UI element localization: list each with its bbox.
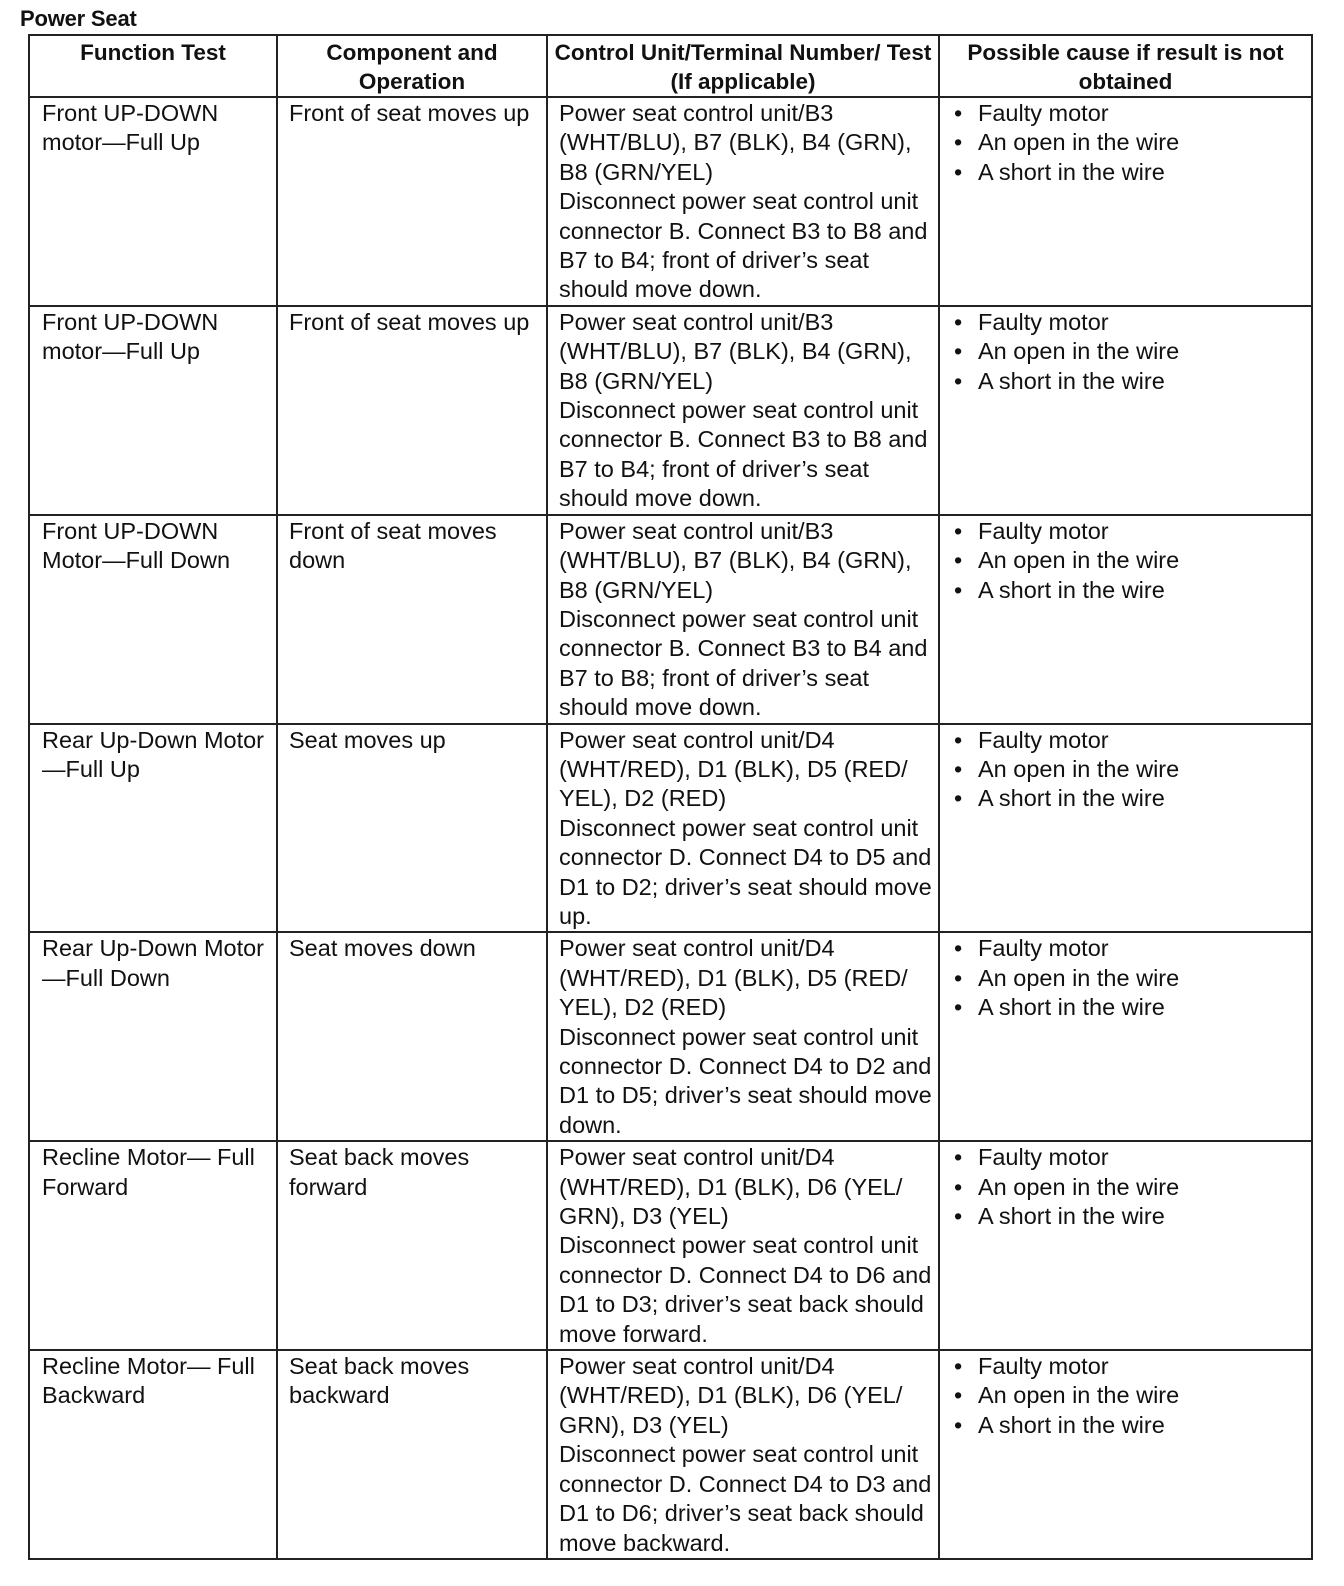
bullet-icon: • [954,935,963,962]
cause-list [954,934,1305,1022]
test-text: Disconnect power seat control unit connector D. Connect D4 to D2 and D1 to D5; driver’s seat should move down. [559,1023,932,1138]
test-text: Disconnect power seat control unit connector B. Connect B3 to B4 and B7 to B8; front of driver’s seat should move down. [559,605,928,721]
terminal-text: Power seat control unit/D4 (WHT/RED), D1 (BLK), D6 (YEL/ GRN), D3 (YEL) [559,1144,903,1230]
bullet-icon: • [954,726,963,753]
cause-item [954,337,1305,366]
table-row [29,306,1312,515]
possible-cause-cell [939,515,1312,724]
header-possible-cause: Possible cause if result is not obtained [939,35,1312,97]
bullet-icon: • [954,308,963,335]
bullet-icon: • [954,1382,963,1409]
cause-item [954,99,1305,128]
cause-list [954,726,1305,814]
bullet-icon: • [954,129,963,156]
terminal-text: Power seat control unit/B3 (WHT/BLU), B7 (BLK), B4 (GRN), B8 (GRN/YEL) [559,308,912,394]
cause-item [954,934,1305,963]
bullet-icon: • [954,517,963,544]
cause-item [954,517,1305,546]
terminal-cell [547,97,939,306]
header-function-test: Function Test [29,35,277,97]
cause-list [954,517,1305,605]
cause-text: An open in the wire [978,338,1180,365]
cause-text: An open in the wire [978,1382,1180,1409]
bullet-icon: • [954,964,963,991]
possible-cause-cell [939,724,1312,933]
page-title: Power Seat [20,6,137,31]
cause-text: An open in the wire [978,1173,1180,1200]
cause-item [954,1143,1305,1172]
cause-item [954,367,1305,396]
cause-text: A short in the wire [978,367,1165,394]
terminal-cell [547,932,939,1141]
function-test-cell: Recline Motor— Full Forward [29,1141,277,1350]
cause-text: An open in the wire [978,547,1180,574]
function-test-cell: Front UP-DOWN Motor—Full Down [29,515,277,724]
table-row [29,97,1312,306]
terminal-cell [547,515,939,724]
bullet-icon: • [954,1173,963,1200]
possible-cause-cell [939,97,1312,306]
bullet-icon: • [954,1411,963,1438]
cause-item [954,308,1305,337]
test-text: Disconnect power seat control unit connector D. Connect D4 to D3 and D1 to D6; driver’s seat back should move backward. [559,1441,932,1556]
component-cell: Front of seat moves up [277,306,547,515]
cause-list [954,1352,1305,1440]
cause-item [954,755,1305,784]
bullet-icon: • [954,755,963,782]
bullet-icon: • [954,158,963,185]
cause-item [954,726,1305,755]
cause-text: Faulty motor [978,726,1109,753]
test-text: Disconnect power seat control unit connector B. Connect B3 to B8 and B7 to B4; front of driver’s seat should move down. [559,188,928,303]
terminal-cell [547,724,939,933]
cause-item [954,1352,1305,1381]
cause-item [954,1411,1305,1440]
cause-text: A short in the wire [978,1203,1165,1230]
cause-item [954,128,1305,157]
cause-text: A short in the wire [978,1411,1165,1438]
table-row [29,724,1312,933]
table-row [29,1141,1312,1350]
cause-item [954,1202,1305,1231]
header-control-unit-terminal: Control Unit/Terminal Number/ Test (If applicable) [547,35,939,97]
bullet-icon: • [954,785,963,812]
possible-cause-cell [939,1350,1312,1559]
bullet-icon: • [954,1203,963,1230]
component-cell: Front of seat moves up [277,97,547,306]
bullet-icon: • [954,1353,963,1380]
function-test-cell: Front UP-DOWN motor—Full Up [29,306,277,515]
cause-item [954,546,1305,575]
terminal-cell [547,306,939,515]
bullet-icon: • [954,367,963,394]
cause-text: Faulty motor [978,517,1109,544]
terminal-text: Power seat control unit/B3 (WHT/BLU), B7 (BLK), B4 (GRN), B8 (GRN/YEL) [559,517,912,603]
terminal-text: Power seat control unit/D4 (WHT/RED), D1 (BLK), D5 (RED/ YEL), D2 (RED) [559,726,908,812]
terminal-text: Power seat control unit/D4 (WHT/RED), D1 (BLK), D6 (YEL/ GRN), D3 (YEL) [559,1353,903,1438]
cause-item [954,993,1305,1022]
bullet-icon: • [954,547,963,574]
cause-text: Faulty motor [978,935,1109,962]
function-test-cell: Recline Motor— Full Backward [29,1350,277,1559]
component-cell: Seat back moves forward [277,1141,547,1350]
bullet-icon: • [954,1144,963,1171]
cause-text: Faulty motor [978,100,1109,126]
function-test-cell: Front UP-DOWN motor—Full Up [29,97,277,306]
cause-text: An open in the wire [978,964,1180,991]
component-cell: Seat back moves backward [277,1350,547,1559]
cause-text: Faulty motor [978,308,1109,335]
cause-item [954,964,1305,993]
function-test-cell: Rear Up-Down Motor—Full Down [29,932,277,1141]
cause-item [954,784,1305,813]
cause-text: Faulty motor [978,1353,1109,1380]
test-text: Disconnect power seat control unit connector D. Connect D4 to D6 and D1 to D3; driver’s seat back should move forward. [559,1232,932,1347]
component-cell: Seat moves down [277,932,547,1141]
cause-list [954,99,1305,187]
cause-text: A short in the wire [978,576,1165,603]
component-cell: Front of seat moves down [277,515,547,724]
cause-text: An open in the wire [978,755,1180,782]
terminal-text: Power seat control unit/D4 (WHT/RED), D1 (BLK), D5 (RED/ YEL), D2 (RED) [559,935,908,1021]
cause-list [954,308,1305,396]
cause-text: A short in the wire [978,158,1165,185]
table-row [29,932,1312,1141]
possible-cause-cell [939,1141,1312,1350]
test-text: Disconnect power seat control unit connector D. Connect D4 to D5 and D1 to D2; driver’s seat should move up. [559,814,932,929]
cause-item [954,576,1305,605]
cause-list [954,1143,1305,1231]
cause-item [954,158,1305,187]
terminal-cell [547,1350,939,1559]
component-cell: Seat moves up [277,724,547,933]
table-row [29,1350,1312,1559]
header-component-operation: Component and Operation [277,35,547,97]
cause-text: A short in the wire [978,785,1165,812]
cause-text: A short in the wire [978,994,1165,1021]
bullet-icon: • [954,100,963,126]
bullet-icon: • [954,576,963,603]
possible-cause-cell [939,932,1312,1141]
cause-item [954,1381,1305,1410]
cause-text: Faulty motor [978,1144,1109,1171]
bullet-icon: • [954,338,963,365]
power-seat-table [28,34,1313,1560]
table-header-row [29,35,1312,97]
test-text: Disconnect power seat control unit connector B. Connect B3 to B8 and B7 to B4; front of driver’s seat should move down. [559,397,928,512]
cause-item [954,1173,1305,1202]
possible-cause-cell [939,306,1312,515]
function-test-cell: Rear Up-Down Motor—Full Up [29,724,277,933]
terminal-text: Power seat control unit/B3 (WHT/BLU), B7 (BLK), B4 (GRN), B8 (GRN/YEL) [559,100,912,185]
cause-text: An open in the wire [978,129,1180,156]
table-row [29,515,1312,724]
terminal-cell [547,1141,939,1350]
bullet-icon: • [954,994,963,1021]
